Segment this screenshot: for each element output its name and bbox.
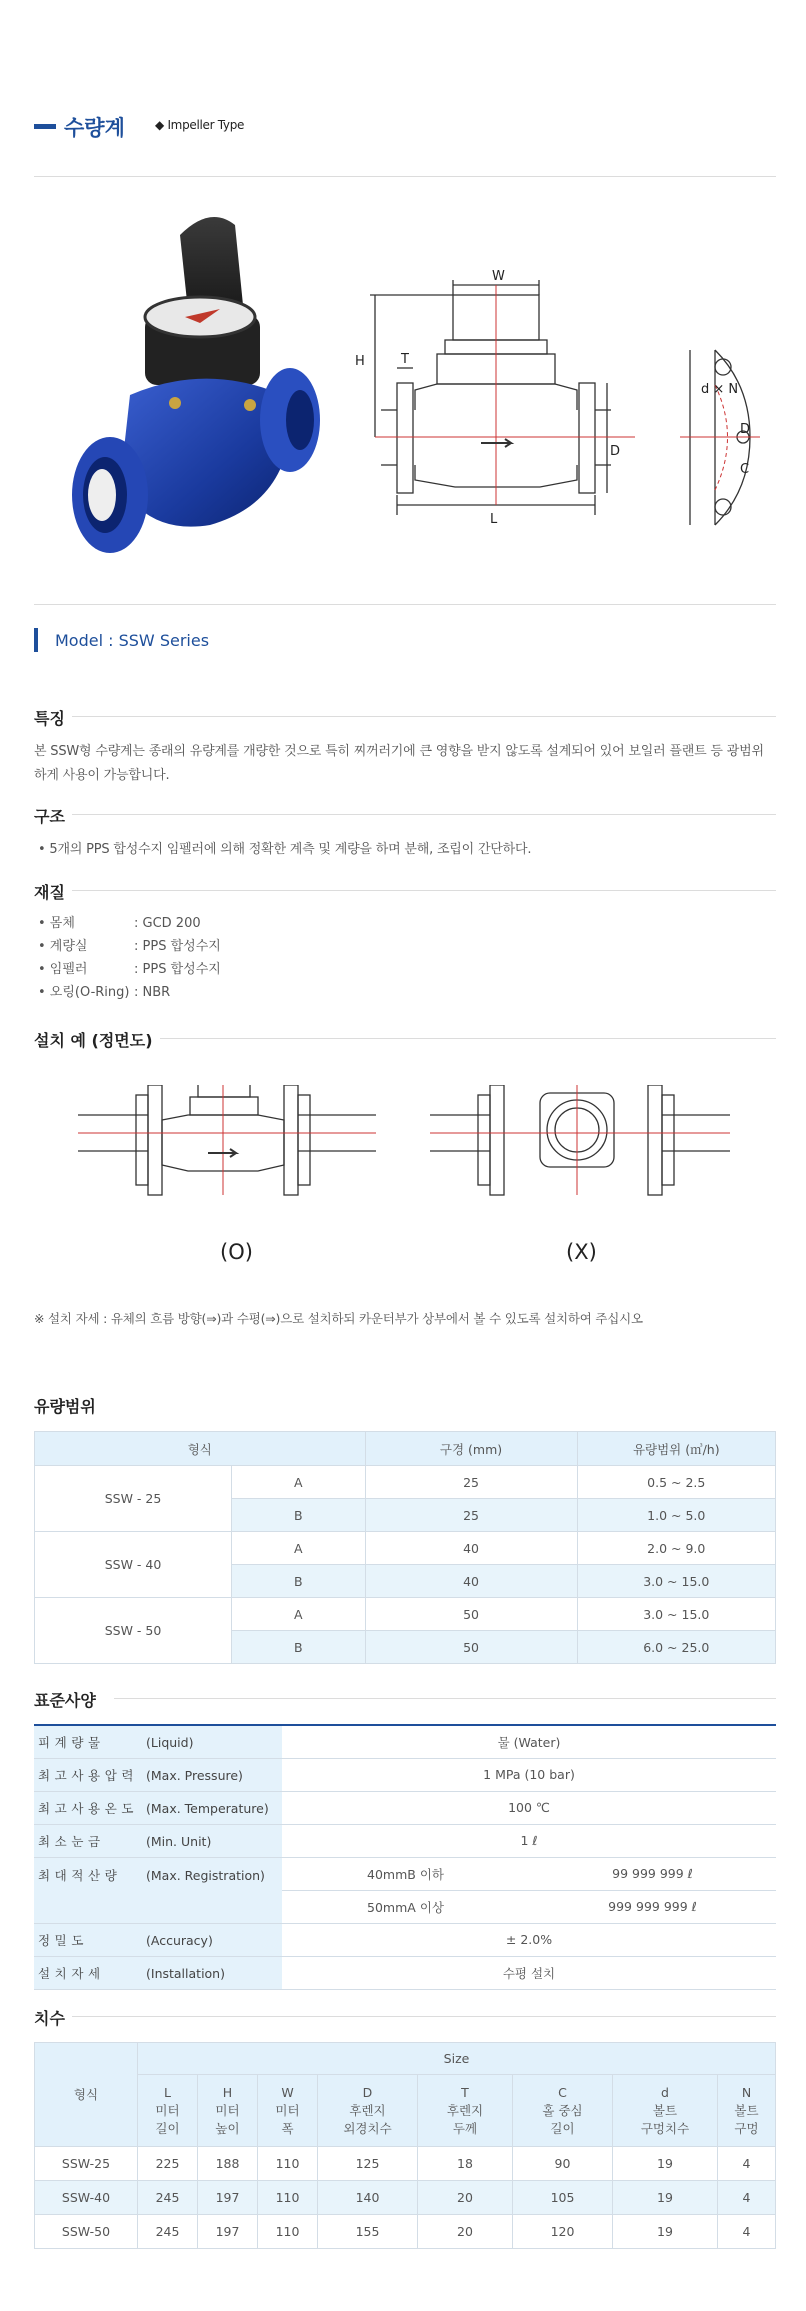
standard-spec-heading: 표준사양 (34, 1691, 96, 1710)
page-subtitle: ◆ Impeller Type (155, 118, 245, 132)
table-row: B 50 6.0 ~ 25.0 (35, 1631, 776, 1664)
table-row: SSW - 50 A 50 3.0 ~ 15.0 (35, 1598, 776, 1631)
divider (72, 2016, 776, 2017)
model-name: Model : SSW Series (55, 631, 210, 650)
divider (72, 890, 776, 891)
flow-range-table-wrap (34, 1431, 776, 1664)
flow-range-heading: 유량범위 (34, 1397, 96, 1416)
table-row: 설치자세 (Installation) 수평 설치 (34, 1956, 776, 1989)
material-item: • 계량실 : PPS 합성수지 (38, 939, 221, 954)
table-row: SSW-40 245 197 110 140 20 105 19 4 (35, 2181, 776, 2215)
standard-spec-table (34, 1724, 776, 1990)
divider (160, 1038, 776, 1039)
install-heading: 설치 예 (정면도) (34, 1031, 153, 1050)
col-header: Size (138, 2043, 776, 2075)
material-list (38, 912, 221, 1004)
flow-range-table (34, 1431, 776, 1664)
divider (34, 176, 776, 177)
table-row: 피계량물 (Liquid) 물 (Water) (34, 1725, 776, 1758)
table-row: B 40 3.0 ~ 15.0 (35, 1565, 776, 1598)
material-item: • 오링(O-Ring) : NBR (38, 985, 171, 1000)
label-d: D (610, 444, 621, 459)
product-photo (60, 205, 330, 555)
page-title: 수량계 (64, 116, 125, 140)
install-label-wrong: (X) (566, 1240, 597, 1264)
dimensions-table-wrap (34, 2042, 776, 2249)
col-header: 유량범위 (㎥/h) (577, 1432, 775, 1466)
col-header: 형식 (35, 1432, 366, 1466)
features-text: 본 SSW형 수량계는 종래의 유량계를 개량한 것으로 특히 찌꺼러기에 큰 영향을 받지 않도록 설계되어 있어 보일러 플랜트 등 광범위하게 사용이 가능합니다. (34, 744, 764, 783)
divider (72, 814, 776, 815)
table-row: SSW-25 225 188 110 125 18 90 19 4 (35, 2147, 776, 2181)
table-row: 최대적산량 (Max. Registration) 40mmB 이하 99 999 999 ℓ (34, 1857, 776, 1890)
table-row: B 25 1.0 ~ 5.0 (35, 1499, 776, 1532)
material-heading: 재질 (34, 883, 65, 902)
title-accent-bar (34, 124, 56, 129)
divider (34, 604, 776, 605)
structure-text: • 5개의 PPS 합성수지 임펠러에 의해 정확한 계측 및 계량을 하며 분해, 조립이 간단하다. (38, 842, 532, 857)
table-row: SSW - 40 A 40 2.0 ~ 9.0 (35, 1532, 776, 1565)
features-heading: 특징 (34, 709, 65, 728)
dimension-drawing (345, 265, 765, 535)
divider (114, 1698, 776, 1699)
table-row: SSW - 25 A 25 0.5 ~ 2.5 (35, 1466, 776, 1499)
standard-spec-table-wrap (34, 1724, 776, 1990)
table-row: 50mmA 이상 999 999 999 ℓ (34, 1890, 776, 1923)
label-h: H (355, 354, 365, 369)
install-note: ※ 설치 자세 : 유체의 흐름 방향(⇒)과 수평(⇒)으로 설치하되 카운터부가 상부에서 볼 수 있도록 설치하여 주십시오 (34, 1311, 643, 1326)
table-row: 정밀도 (Accuracy) ± 2.0% (34, 1923, 776, 1956)
label-dxn: d × N (701, 382, 739, 397)
table-row: 최소눈금 (Min. Unit) 1 ℓ (34, 1824, 776, 1857)
label-c: C (740, 462, 750, 477)
model-accent-bar (34, 628, 38, 652)
install-wrong-drawing (430, 1085, 730, 1235)
table-row: 최고사용압력 (Max. Pressure) 1 MPa (10 bar) (34, 1758, 776, 1791)
col-header: 구경 (mm) (365, 1432, 577, 1466)
dimensions-table: 형식 Size L 미터 길이 H 미터 높이 W 미터 폭 D 후렌지 외경치수 T 후렌지 두께 C 홀 중심 길이 d 볼트 구멍치수 N 볼트 구멍 SSW-25 225 188 110 125 18 90 19 4 SSW-40 245 197 110 140 20 105 19 4 SSW-50 245 197 110 155 20 120 19 4 (34, 2042, 776, 2249)
label-t: T (401, 352, 409, 367)
label-l: L (490, 512, 498, 527)
label-w: W (492, 269, 505, 284)
label-d2: D (740, 422, 751, 437)
table-row: 최고사용온도 (Max. Temperature) 100 ℃ (34, 1791, 776, 1824)
dimensions-heading: 치수 (34, 2009, 65, 2028)
table-row: SSW-50 245 197 110 155 20 120 19 4 (35, 2215, 776, 2249)
divider (72, 716, 776, 717)
structure-heading: 구조 (34, 807, 65, 826)
install-correct-drawing (78, 1085, 378, 1235)
material-item: • 몸체 : GCD 200 (38, 916, 201, 931)
col-header: 형식 (35, 2043, 138, 2147)
material-item: • 임펠러 : PPS 합성수지 (38, 962, 221, 977)
install-label-correct: (O) (220, 1240, 253, 1264)
